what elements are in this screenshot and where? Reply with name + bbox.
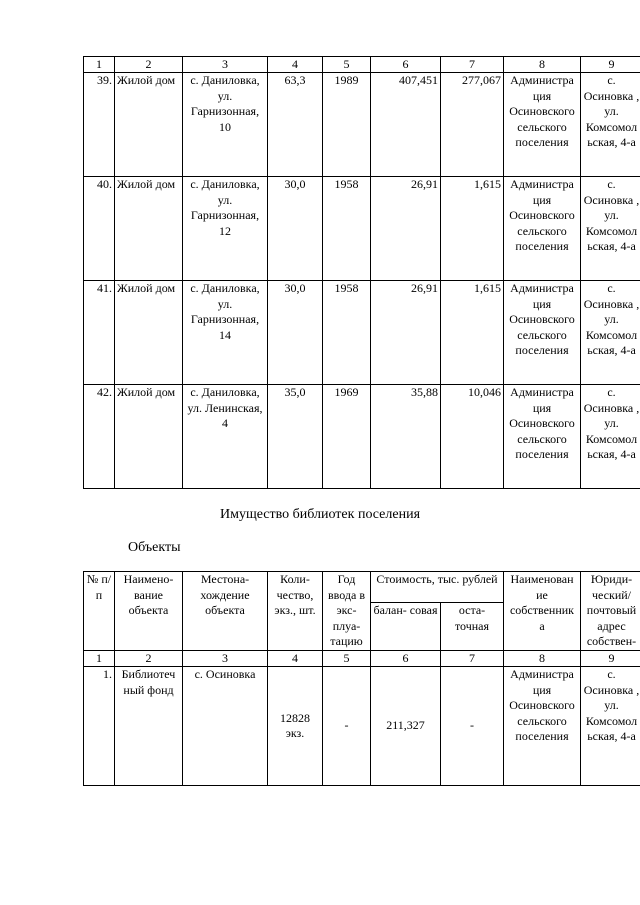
- col-num-cell: 9: [581, 651, 640, 667]
- table-row: [84, 73, 640, 177]
- header-quantity: Коли- чество, экз., шт.: [268, 572, 323, 651]
- balance-value: 26,91: [371, 177, 441, 281]
- object-year: 1969: [323, 385, 371, 489]
- property-table-houses: [83, 56, 640, 489]
- col-num-cell: 4: [268, 57, 323, 73]
- object-address: с. Даниловка, ул. Гарнизонная, 12: [183, 177, 268, 281]
- object-address: с. Даниловка, ул. Гарнизонная, 14: [183, 281, 268, 385]
- object-area: 35,0: [268, 385, 323, 489]
- object-year: 1989: [323, 73, 371, 177]
- object-area: 30,0: [268, 177, 323, 281]
- object-year: 1958: [323, 177, 371, 281]
- table-row: [84, 177, 640, 281]
- section-title: Имущество библиотек поселения: [219, 507, 421, 522]
- object-address: с. Даниловка, ул. Ленинская, 4: [183, 385, 268, 489]
- subsection-title: Объекты: [128, 540, 181, 555]
- col-num-cell: 7: [441, 651, 504, 667]
- owner-name: Администра ция Осиновского сельского поселения: [504, 281, 581, 385]
- row-number: 39.: [84, 73, 115, 177]
- header-owner: Наименован ие собственник а: [504, 572, 581, 651]
- table-row: [84, 281, 640, 385]
- balance-value: 407,451: [371, 73, 441, 177]
- owner-address: с. Осиновка , ул. Комсомол ьская, 4-а: [581, 281, 640, 385]
- header-num: № п/п: [84, 572, 115, 651]
- balance-value: 35,88: [371, 385, 441, 489]
- residual-value: 10,046: [441, 385, 504, 489]
- col-num-cell: 5: [323, 651, 371, 667]
- col-num-cell: 8: [504, 651, 581, 667]
- object-address: с. Даниловка, ул. Гарнизонная, 10: [183, 73, 268, 177]
- row-number: 1.: [84, 667, 115, 786]
- table-row: [84, 385, 640, 489]
- residual-value: 1,615: [441, 281, 504, 385]
- library-property-table: [83, 571, 640, 786]
- object-area: 63,3: [268, 73, 323, 177]
- col-num-cell: 3: [183, 57, 268, 73]
- owner-name: Администра ция Осиновского сельского поселения: [504, 177, 581, 281]
- balance-value: 211,327: [371, 667, 441, 786]
- col-num-cell: 6: [371, 651, 441, 667]
- header-location: Местона- хождение объекта: [183, 572, 268, 651]
- owner-name: Администра ция Осиновского сельского поселения: [504, 73, 581, 177]
- object-year: -: [323, 667, 371, 786]
- header-cost: Стоимость, тыс. рублей: [371, 572, 504, 603]
- residual-value: 277,067: [441, 73, 504, 177]
- col-num-cell: 7: [441, 57, 504, 73]
- col-num-cell: 1: [84, 651, 115, 667]
- object-type: Жилой дом: [115, 385, 183, 489]
- header-name: Наимено- вание объекта: [115, 572, 183, 651]
- balance-value: 26,91: [371, 281, 441, 385]
- col-num-cell: 6: [371, 57, 441, 73]
- object-type: Жилой дом: [115, 177, 183, 281]
- owner-address: с. Осиновка , ул. Комсомол ьская, 4-а: [581, 667, 640, 786]
- header-owner-address: Юриди- ческий/ почтовый адрес собствен-: [581, 572, 640, 651]
- owner-address: с. Осиновка , ул. Комсомол ьская, 4-а: [581, 177, 640, 281]
- row-number: 42.: [84, 385, 115, 489]
- table-row: [84, 667, 640, 786]
- column-number-row: [84, 57, 640, 73]
- residual-value: -: [441, 667, 504, 786]
- row-number: 41.: [84, 281, 115, 385]
- owner-name: Администра ция Осиновского сельского поселения: [504, 385, 581, 489]
- header-year: Год ввода в экс- плуа- тацию: [323, 572, 371, 651]
- object-location: с. Осиновка: [183, 667, 268, 786]
- owner-address: с. Осиновка , ул. Комсомол ьская, 4-а: [581, 73, 640, 177]
- header-residual: оста- точная: [441, 603, 504, 651]
- residual-value: 1,615: [441, 177, 504, 281]
- object-area: 30,0: [268, 281, 323, 385]
- col-num-cell: 1: [84, 57, 115, 73]
- col-num-cell: 4: [268, 651, 323, 667]
- row-number: 40.: [84, 177, 115, 281]
- column-number-row: [84, 651, 640, 667]
- col-num-cell: 5: [323, 57, 371, 73]
- object-year: 1958: [323, 281, 371, 385]
- object-quantity: 12828 экз.: [268, 667, 323, 786]
- header-row: [84, 572, 640, 603]
- col-num-cell: 8: [504, 57, 581, 73]
- object-type: Жилой дом: [115, 281, 183, 385]
- object-type: Жилой дом: [115, 73, 183, 177]
- owner-name: Администра ция Осиновского сельского поселения: [504, 667, 581, 786]
- col-num-cell: 3: [183, 651, 268, 667]
- col-num-cell: 2: [115, 651, 183, 667]
- owner-address: с. Осиновка , ул. Комсомол ьская, 4-а: [581, 385, 640, 489]
- object-name: Библиотеч ный фонд: [115, 667, 183, 786]
- col-num-cell: 9: [581, 57, 640, 73]
- header-balance: балан- совая: [371, 603, 441, 651]
- col-num-cell: 2: [115, 57, 183, 73]
